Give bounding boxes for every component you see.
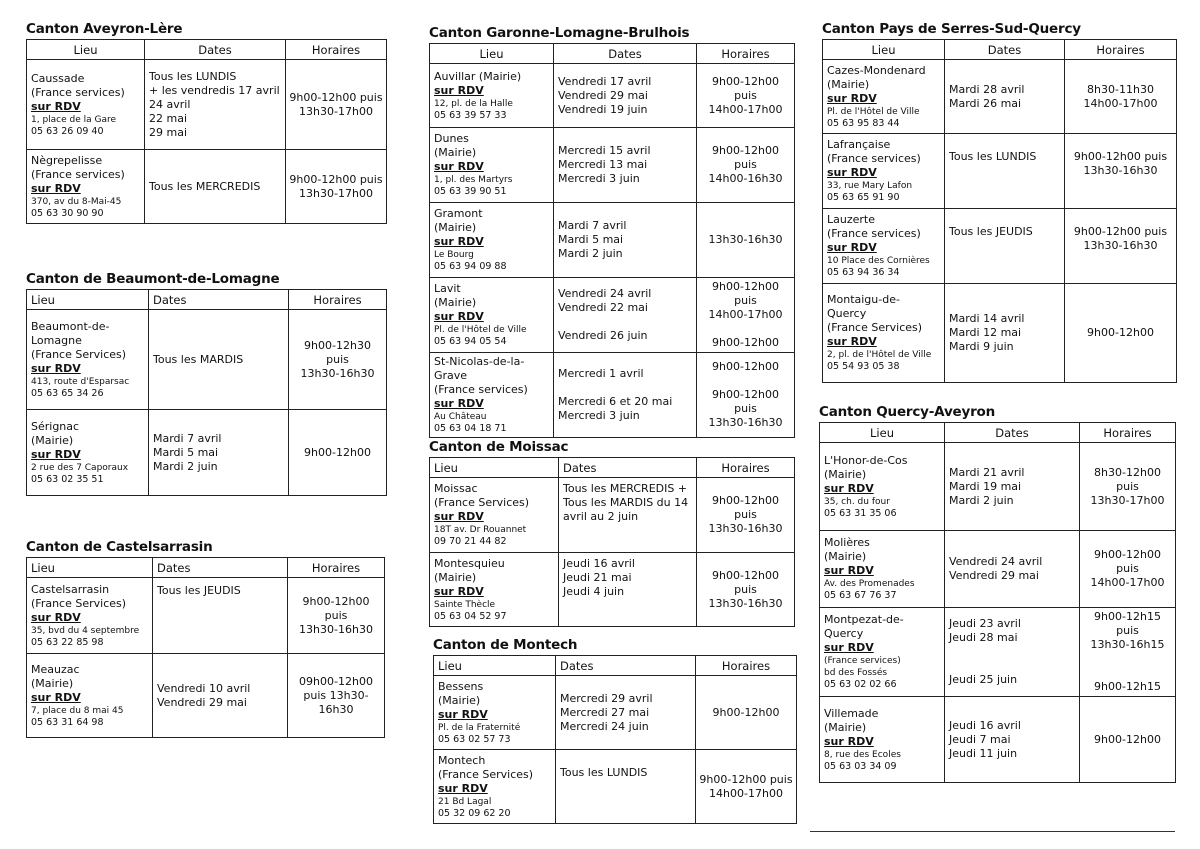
hours-cell: 9h00-12h00 puis 13h30-16h30	[697, 478, 795, 553]
header-lieu: Lieu	[823, 40, 945, 60]
dates-cell: Jeudi 16 avril Jeudi 21 mai Jeudi 4 juin	[559, 553, 697, 627]
header-horaires: Horaires	[286, 40, 387, 60]
dates-cell: Tous les LUNDIS + les vendredis 17 avril 24 avril 22 mai 29 mai	[145, 60, 286, 150]
dates-cell: Mercredi 29 avril Mercredi 27 mai Mercredi 24 juin	[556, 676, 696, 750]
location-name: Villemade (Mairie)	[824, 706, 879, 734]
table-row	[820, 531, 1176, 608]
canton-title: Canton de Castelsarrasin	[26, 539, 213, 555]
address: Le Bourg	[434, 250, 474, 260]
location-name: St-Nicolas-de-la-Grave (France services)	[434, 355, 528, 396]
bottom-divider	[810, 831, 1175, 832]
address: 18T av. Dr Rouannet	[434, 525, 527, 535]
table-header	[27, 558, 385, 578]
header-dates: Dates	[945, 40, 1065, 60]
address: 35, ch. du four	[824, 496, 890, 507]
lieu-cell	[430, 353, 554, 438]
rdv-label: sur RDV	[434, 397, 484, 410]
dates-cell: Vendredi 24 avril Vendredi 29 mai	[945, 531, 1080, 608]
table-row	[430, 64, 795, 128]
hours-cell: 9h00-12h00 puis 14h00-17h00	[697, 64, 795, 128]
location-name: Auvillar (Mairie)	[434, 69, 522, 83]
table-header	[823, 40, 1177, 60]
rdv-label: sur RDV	[827, 241, 877, 254]
hours-cell: 8h30-12h00 puis 13h30-17h00	[1080, 443, 1176, 531]
canton-table	[26, 39, 387, 224]
header-lieu: Lieu	[434, 656, 556, 676]
address: Pl. de l'Hôtel de Ville	[434, 325, 527, 335]
header-dates: Dates	[559, 458, 697, 478]
phone: 05 63 39 90 51	[434, 186, 507, 197]
table-header	[27, 40, 387, 60]
header-horaires: Horaires	[696, 656, 797, 676]
header-dates: Dates	[556, 656, 696, 676]
dates-cell: Tous les LUNDIS	[945, 134, 1065, 209]
table-row	[820, 608, 1176, 697]
address: 10 Place des Cornières	[827, 256, 930, 266]
dates-cell: Tous les MERCREDIS + Tous les MARDIS du 14 avril au 2 juin	[559, 478, 697, 553]
hours-cell: 9h00-12h00	[289, 410, 387, 496]
canton-table	[26, 289, 387, 496]
lieu-cell	[27, 410, 149, 496]
location-name: Cazes-Mondenard (Mairie)	[827, 63, 926, 91]
header-horaires: Horaires	[697, 44, 795, 64]
lieu-cell	[430, 478, 559, 553]
location-name: Montpezat-de- Quercy	[824, 613, 904, 640]
dates-cell: Mercredi 1 avril Mercredi 6 et 20 mai Mercredi 3 juin	[554, 353, 697, 438]
hours-cell: 9h00-12h00 puis 14h00-17h00	[1080, 531, 1176, 608]
phone: 05 63 94 09 88	[434, 261, 507, 272]
canton-beaumont-de-lomagne	[26, 269, 386, 496]
lieu-cell	[27, 654, 153, 738]
canton-title: Canton de Montech	[433, 637, 578, 653]
dates-cell: Tous les JEUDIS	[945, 209, 1065, 284]
hours-cell: 9h00-12h00 puis 13h30-16h30	[1065, 209, 1177, 284]
dates-cell: Tous les JEUDIS	[153, 578, 288, 654]
rdv-label: sur RDV	[434, 510, 484, 523]
canton-title: Canton de Moissac	[429, 439, 569, 455]
header-dates: Dates	[145, 40, 286, 60]
address: 8, rue des Ecoles	[824, 749, 901, 760]
table-row	[430, 478, 795, 553]
hours-cell: 8h30-11h30 14h00-17h00	[1065, 60, 1177, 134]
dates-cell: Mardi 7 avril Mardi 5 mai Mardi 2 juin	[149, 410, 289, 496]
rdv-label: sur RDV	[434, 235, 484, 248]
canton-quercy-aveyron	[819, 402, 1175, 783]
dates-cell: Vendredi 10 avril Vendredi 29 mai	[153, 654, 288, 738]
rdv-label: sur RDV	[31, 99, 81, 113]
location-name: Meauzac (Mairie)	[31, 662, 80, 690]
lieu-cell	[430, 553, 559, 627]
dates-cell: Tous les MERCREDIS	[145, 150, 286, 224]
dates-cell: Mardi 7 avril Mardi 5 mai Mardi 2 juin	[554, 203, 697, 278]
address: 12, pl. de la Halle	[434, 98, 513, 109]
location-name: Gramont (Mairie)	[434, 207, 483, 234]
address: 33, rue Mary Lafon	[827, 181, 913, 191]
lieu-cell	[430, 128, 554, 203]
table-row	[820, 443, 1176, 531]
rdv-label: sur RDV	[31, 361, 81, 375]
location-name: Dunes (Mairie)	[434, 132, 477, 159]
table-row	[434, 676, 797, 750]
phone: 05 63 02 57 73	[438, 733, 511, 745]
canton-garonne-lomagne-brulhois	[429, 23, 794, 438]
location-name: Lavit (Mairie)	[434, 282, 477, 309]
lieu-cell	[27, 60, 145, 150]
hours-cell: 9h00-12h00 puis 13h30-17h00	[286, 60, 387, 150]
dates-cell: Tous les MARDIS	[149, 310, 289, 410]
canton-montech	[433, 635, 796, 824]
lieu-cell	[820, 443, 945, 531]
rdv-label: sur RDV	[824, 641, 874, 654]
table-row	[27, 654, 385, 738]
header-lieu: Lieu	[430, 458, 559, 478]
location-name: Beaumont-de- Lomagne (France Services)	[31, 319, 127, 361]
canton-table	[26, 557, 385, 738]
canton-table	[429, 43, 795, 438]
address: Sainte Thècle	[434, 599, 496, 610]
hours-cell: 9h00-12h00	[1065, 284, 1177, 383]
canton-table	[822, 39, 1177, 383]
table-row	[430, 553, 795, 627]
address: Pl. de la Fraternité	[438, 722, 521, 733]
address: Av. des Promenades	[824, 579, 915, 589]
dates-cell: Mercredi 15 avril Mercredi 13 mai Mercredi 3 juin	[554, 128, 697, 203]
header-dates: Dates	[554, 44, 697, 64]
header-dates: Dates	[153, 558, 288, 578]
phone: 05 63 22 85 98	[31, 636, 104, 648]
canton-title: Canton de Beaumont-de-Lomagne	[26, 271, 280, 287]
lieu-cell	[823, 60, 945, 134]
location-name: Moissac (France Services)	[434, 482, 530, 509]
location-name: Bessens (Mairie)	[438, 679, 484, 707]
phone: 05 54 93 05 38	[827, 361, 900, 372]
location-name: Montaigu-de- Quercy (France Services)	[827, 293, 923, 334]
phone: 05 63 26 09 40	[31, 125, 104, 137]
hours-cell: 9h00-12h00 9h00-12h00 puis 13h30-16h30	[697, 353, 795, 438]
table-row	[820, 697, 1176, 783]
lieu-cell	[434, 676, 556, 750]
rdv-label: sur RDV	[827, 166, 877, 179]
canton-castelsarrasin	[26, 537, 384, 738]
address: 413, route d'Esparsac	[31, 376, 130, 387]
rdv-label: sur RDV	[31, 447, 81, 461]
header-horaires: Horaires	[288, 558, 385, 578]
rdv-label: sur RDV	[434, 310, 484, 323]
header-horaires: Horaires	[697, 458, 795, 478]
header-horaires: Horaires	[1080, 423, 1176, 443]
header-lieu: Lieu	[27, 40, 145, 60]
header-lieu: Lieu	[430, 44, 554, 64]
hours-cell: 9h00-12h00	[696, 676, 797, 750]
table-row	[27, 578, 385, 654]
table-row	[823, 209, 1177, 284]
hours-cell: 09h00-12h00 puis 13h30- 16h30	[288, 654, 385, 738]
table-row	[430, 278, 795, 353]
phone: 05 63 02 35 51	[31, 473, 104, 485]
canton-table	[433, 655, 797, 824]
header-horaires: Horaires	[289, 290, 387, 310]
phone: 05 63 04 18 71	[434, 423, 507, 434]
rdv-label: sur RDV	[824, 564, 874, 577]
table-header	[430, 44, 795, 64]
lieu-cell	[430, 64, 554, 128]
rdv-label: sur RDV	[31, 690, 81, 704]
header-lieu: Lieu	[820, 423, 945, 443]
address: 2, pl. de l'Hôtel de Ville	[827, 350, 932, 360]
dates-cell: Jeudi 23 avril Jeudi 28 mai Jeudi 25 juin	[945, 608, 1080, 697]
table-header	[434, 656, 797, 676]
hours-cell: 9h00-12h00 puis 13h30-17h00	[286, 150, 387, 224]
phone: 05 63 94 36 34	[827, 267, 900, 278]
rdv-label: sur RDV	[824, 481, 874, 495]
address: 1, pl. des Martyrs	[434, 175, 513, 185]
dates-cell: Mardi 14 avril Mardi 12 mai Mardi 9 juin	[945, 284, 1065, 383]
table-header	[430, 458, 795, 478]
header-lieu: Lieu	[27, 290, 149, 310]
table-row	[27, 310, 387, 410]
location-name: Lafrançaise (France services)	[827, 138, 921, 165]
phone: 05 63 65 34 26	[31, 387, 104, 399]
table-row	[430, 353, 795, 438]
dates-cell: Jeudi 16 avril Jeudi 7 mai Jeudi 11 juin	[945, 697, 1080, 783]
phone: 09 70 21 44 82	[434, 536, 507, 547]
address: Au Château	[434, 412, 487, 422]
table-row	[823, 284, 1177, 383]
canton-table	[819, 422, 1176, 783]
lieu-cell	[820, 697, 945, 783]
address: 35, bvd du 4 septembre	[31, 625, 140, 636]
hours-cell: 9h00-12h00	[1080, 697, 1176, 783]
dates-cell: Vendredi 17 avril Vendredi 29 mai Vendredi 19 juin	[554, 64, 697, 128]
rdv-label: sur RDV	[827, 91, 877, 105]
canton-table	[429, 457, 795, 627]
rdv-label: sur RDV	[438, 781, 488, 795]
location-name: Montesquieu (Mairie)	[434, 556, 505, 584]
address: 1, place de la Gare	[31, 114, 117, 125]
hours-cell: 9h00-12h00 puis 13h30-16h30	[697, 553, 795, 627]
address: Pl. de l'Hôtel de Ville	[827, 106, 920, 117]
table-row	[430, 203, 795, 278]
canton-moissac	[429, 437, 794, 627]
table-row	[823, 134, 1177, 209]
rdv-label: sur RDV	[31, 181, 81, 195]
table-row	[27, 60, 387, 150]
location-name: L'Honor-de-Cos (Mairie)	[824, 453, 908, 481]
location-name: Lauzerte (France services)	[827, 213, 921, 240]
table-header	[820, 423, 1176, 443]
address: (France services) bd des Fossés	[824, 656, 901, 678]
header-lieu: Lieu	[27, 558, 153, 578]
rdv-label: sur RDV	[827, 335, 877, 348]
phone: 05 63 65 91 90	[827, 192, 900, 203]
phone: 05 63 39 57 33	[434, 109, 507, 121]
canton-title: Canton Pays de Serres-Sud-Quercy	[822, 21, 1081, 37]
table-header	[27, 290, 387, 310]
phone: 05 63 67 76 37	[824, 590, 897, 601]
hours-cell: 13h30-16h30	[697, 203, 795, 278]
rdv-label: sur RDV	[824, 734, 874, 748]
phone: 05 32 09 62 20	[438, 807, 511, 819]
lieu-cell	[823, 284, 945, 383]
location-name: Molières (Mairie)	[824, 536, 870, 563]
header-dates: Dates	[149, 290, 289, 310]
dates-cell: Tous les LUNDIS	[556, 750, 696, 824]
dates-cell: Mardi 21 avril Mardi 19 mai Mardi 2 juin	[945, 443, 1080, 531]
phone: 05 63 94 05 54	[434, 336, 507, 347]
rdv-label: sur RDV	[31, 610, 81, 624]
canton-pays-de-serres-sud-quercy	[822, 19, 1176, 383]
hours-cell: 9h00-12h15 puis 13h30-16h15 9h00-12h15	[1080, 608, 1176, 697]
dates-cell: Mardi 28 avril Mardi 26 mai	[945, 60, 1065, 134]
phone: 05 63 04 52 97	[434, 610, 507, 622]
table-row	[27, 150, 387, 224]
canton-title: Canton Quercy-Aveyron	[819, 404, 996, 420]
location-name: Sérignac (Mairie)	[31, 419, 80, 447]
lieu-cell	[434, 750, 556, 824]
address: 7, place du 8 mai 45	[31, 705, 124, 716]
address: 370, av du 8-Mai-45	[31, 196, 122, 207]
table-row	[430, 128, 795, 203]
hours-cell: 9h00-12h00 puis 13h30-16h30	[1065, 134, 1177, 209]
address: 2 rue des 7 Caporaux	[31, 462, 129, 473]
header-dates: Dates	[945, 423, 1080, 443]
phone: 05 63 31 35 06	[824, 507, 897, 519]
lieu-cell	[823, 209, 945, 284]
rdv-label: sur RDV	[438, 707, 488, 721]
table-row	[434, 750, 797, 824]
phone: 05 63 30 90 90	[31, 207, 104, 219]
location-name: Montech (France Services)	[438, 753, 534, 781]
hours-cell: 9h00-12h30 puis 13h30-16h30	[289, 310, 387, 410]
phone: 05 63 31 64 98	[31, 716, 104, 728]
lieu-cell	[27, 310, 149, 410]
location-name: Castelsarrasin (France Services)	[31, 582, 127, 610]
lieu-cell	[430, 278, 554, 353]
table-row	[823, 60, 1177, 134]
hours-cell: 9h00-12h00 puis 14h00-16h30	[697, 128, 795, 203]
canton-aveyron-lere	[26, 19, 386, 224]
hours-cell: 9h00-12h00 puis 14h00-17h00	[696, 750, 797, 824]
canton-title: Canton Aveyron-Lère	[26, 21, 183, 37]
hours-cell: 9h00-12h00 puis 14h00-17h00 9h00-12h00	[697, 278, 795, 353]
hours-cell: 9h00-12h00 puis 13h30-16h30	[288, 578, 385, 654]
canton-title: Canton Garonne-Lomagne-Brulhois	[429, 25, 690, 41]
lieu-cell	[820, 608, 945, 697]
phone: 05 63 95 83 44	[827, 117, 900, 129]
lieu-cell	[27, 578, 153, 654]
lieu-cell	[820, 531, 945, 608]
lieu-cell	[430, 203, 554, 278]
header-horaires: Horaires	[1065, 40, 1177, 60]
rdv-label: sur RDV	[434, 83, 484, 97]
address: 21 Bd Lagal	[438, 796, 492, 807]
location-name: Nègrepelisse (France services)	[31, 153, 125, 181]
phone: 05 63 03 34 09	[824, 760, 897, 772]
lieu-cell	[823, 134, 945, 209]
table-row	[27, 410, 387, 496]
lieu-cell	[27, 150, 145, 224]
phone: 05 63 02 02 66	[824, 679, 897, 690]
rdv-label: sur RDV	[434, 160, 484, 173]
dates-cell: Vendredi 24 avril Vendredi 22 mai Vendredi 26 juin	[554, 278, 697, 353]
location-name: Caussade (France services)	[31, 71, 125, 99]
rdv-label: sur RDV	[434, 584, 484, 598]
